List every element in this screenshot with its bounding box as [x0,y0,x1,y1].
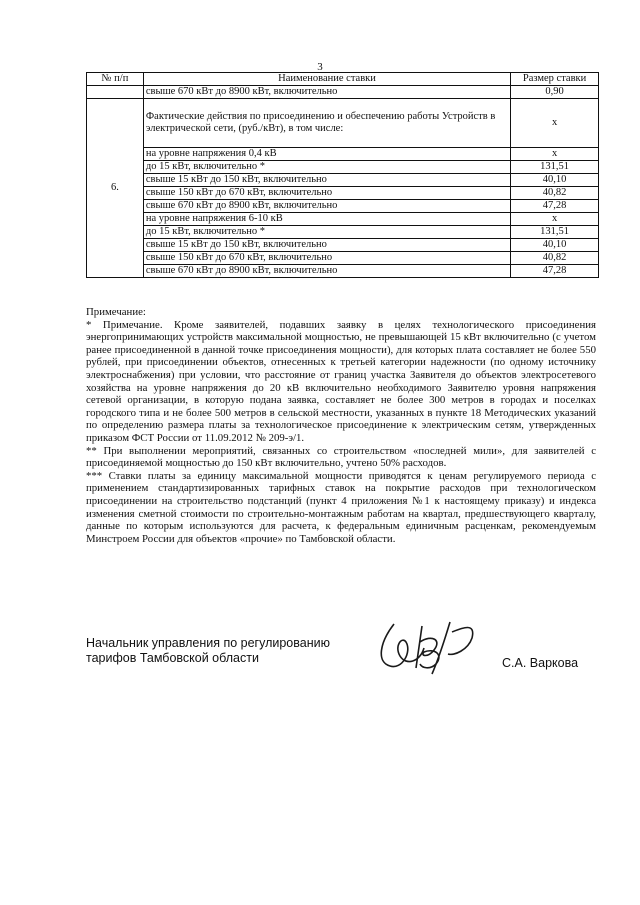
rate-name: на уровне напряжения 6-10 кВ [143,213,510,226]
rate-name: свыше 670 кВт до 8900 кВт, включительно [143,86,510,99]
rate-value: 47,28 [511,200,599,213]
rate-value: 131,51 [511,161,599,174]
rate-name: до 15 кВт, включительно * [143,161,510,174]
handwritten-signature [372,612,482,680]
rate-value: 40,10 [511,174,599,187]
rate-value: х [511,99,599,148]
table-row [87,200,599,213]
rate-value: 0,90 [511,86,599,99]
rate-value: 131,51 [511,226,599,239]
rate-value: 47,28 [511,265,599,278]
table-row [87,226,599,239]
group-number: 6. [87,99,144,278]
table-row [87,174,599,187]
table-row [87,239,599,252]
table-row [87,265,599,278]
rates-table [86,72,599,278]
table-row [87,161,599,174]
rate-value: 40,82 [511,252,599,265]
note-double-asterisk: ** При выполнении мероприятий, связанных со строительством «последней мили», для заявителей с присоединяемой мощностью до 150 кВт включительно, учтено 50% расходов. [86,444,596,470]
signatory-title-line1: Начальник управления по регулированию [86,636,330,650]
table-header-row [87,73,599,86]
table-row [87,148,599,161]
note-single-asterisk: * Примечание. Кроме заявителей, подавших заявку в целях технологического присоединения энергопринимающих устройств максимальной мощностью, не превышающей 15 кВт включительно (с учетом ранее присоединенной в данной точке присоединения мощности), для которых плата составляет не более 550 рублей, при присоединении объектов, отнесенных к третьей категории надежности (по одному источнику электроснабжения) при условии, что расстояние от границ участка Заявителя до объектов электросетевого хозяйства на уровне напряжения до 20 кВ включительно необходимого Заявителю уровня напряжения сетевой организации, в которую подана заявка, составляет не более 300 метров в городах и поселках городского типа и не более 500 метров в сельской местности, указанных в пункте 18 Методических указаний по определению размера платы за технологическое присоединение к электрическим сетям, утвержденных приказом ФСТ России от 11.09.2012 № 209-э/1. [86,318,596,444]
notes-section [86,306,596,545]
table-row [87,213,599,226]
rate-value: 40,10 [511,239,599,252]
rate-name: до 15 кВт, включительно * [143,226,510,239]
header-number: № п/п [87,73,144,86]
table-row [87,99,599,148]
signatory-title [86,636,330,666]
rate-name: свыше 15 кВт до 150 кВт, включительно [143,239,510,252]
rate-name: свыше 670 кВт до 8900 кВт, включительно [143,200,510,213]
rate-name: на уровне напряжения 0,4 кВ [143,148,510,161]
table-row [87,187,599,200]
header-rate-size: Размер ставки [511,73,599,86]
notes-heading: Примечание: [86,306,146,318]
signatory-title-line2: тарифов Тамбовской области [86,651,259,665]
header-rate-name: Наименование ставки [143,73,510,86]
note-triple-asterisk: *** Ставки платы за единицу максимальной мощности приводятся к ценам регулируемого периода с применением стандартизированных тарифных ставок на покрытие расходов при технологическом присоединении на строительство подстанций (пункт 4 приложения №1 к настоящему приказу) и индекса изменения сметной стоимости по строительно-монтажным работам на квартал, предшествующего кварталу, данные по которым используются для расчета, к федеральным единичным расценкам, рекомендуемым Минстроем России для объектов «прочие» по Тамбовской области. [86,469,596,545]
row-number-empty [87,86,144,99]
rate-name: свыше 15 кВт до 150 кВт, включительно [143,174,510,187]
rate-value: х [511,148,599,161]
table-row [87,252,599,265]
table-row [87,86,599,99]
rate-name-heading: Фактические действия по присоединению и обеспечению работы Устройств в электрической сети, (руб./кВт), в том числе: [143,99,510,148]
signatory-name: С.А. Варкова [502,656,579,670]
rate-name: свыше 150 кВт до 670 кВт, включительно [143,187,510,200]
rate-value: х [511,213,599,226]
rate-name: свыше 150 кВт до 670 кВт, включительно [143,252,510,265]
rate-name: свыше 670 кВт до 8900 кВт, включительно [143,265,510,278]
page-number: 3 [317,61,323,73]
rate-value: 40,82 [511,187,599,200]
